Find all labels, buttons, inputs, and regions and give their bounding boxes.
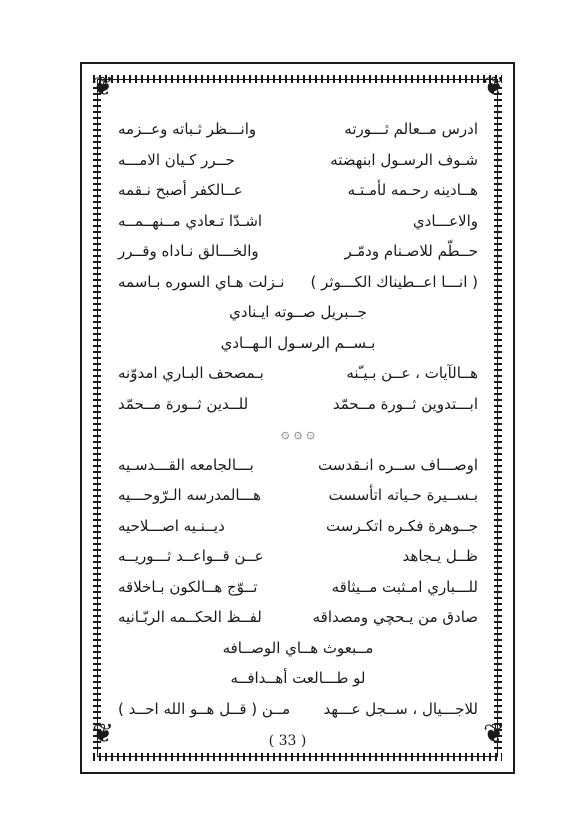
verse-first-half: ظــل يـجاهد [402,547,478,565]
section-divider-stars: ۞ ۞ ۞ [281,426,315,442]
verse-second-half: اشـدّا تـعادي مــنهــمــه [118,211,263,230]
verse-line [118,389,478,420]
verse-second-half: للــدين ثــورة مــحمّد [118,394,249,413]
refrain-line: لو طـــالعت أهــدافــه [230,669,366,687]
refrain-line: مــبعوث هــاي الوصــافه [222,638,374,657]
corner-ornament-icon: ❦ [92,719,114,749]
corner-ornament-icon: ❦ [483,719,505,749]
verse-line [118,267,478,298]
verse-line [118,541,478,572]
verse-line [118,236,478,267]
poem-body [118,114,478,724]
corner-ornament-icon: ❦ [483,72,505,102]
verse-first-half: ( انـــا اعــطيناك الكـــوثر ) [310,272,478,291]
verse-first-half: ادرس مــعالم ثـــورته [344,120,478,138]
verse-first-half: اوصـــاف ســره انـقدست [318,455,478,474]
verse-second-half: تــوّج هــالكون بـاخلاقه [118,577,258,596]
verse-second-half: نـزلت هـاي السوره بـاسمه [118,272,285,291]
verse-second-half: هـــالمدرسه الـرّوحـــيه [118,486,262,504]
verse-second-half: بـمصحف البـاري امدوّنه [118,364,264,382]
corner-ornament-icon: ❦ [92,72,114,102]
verse-second-half: مــن ( قــل هــو الله احــد ) [118,699,291,718]
refrain-line: جــبريل صــوته ايـنادي [229,303,367,321]
verse-first-half: والاعـــادي [412,211,478,230]
verse-second-half: وانـــظر ثـباته وعــزمه [118,120,257,138]
verse-line [118,511,478,542]
verse-second-half: والخـــالق نـاداه وقــرر [118,242,259,260]
refrain-line: بـســم الرسـول الـهــادي [220,333,376,352]
verse-line [118,175,478,206]
verse-line [118,358,478,389]
verse-first-half: حــطّم للاصـنام ودمّـر [344,242,478,260]
page-number: ( 33 ) [268,733,307,749]
verse-line [118,450,478,481]
verse-second-half: بـــالجامعه القـــدسـيه [118,455,254,474]
verse-second-half: عــن قــواعــد ثـــوريــه [118,547,264,565]
verse-line [118,602,478,633]
verse-line [118,572,478,603]
verse-first-half: بـســيرة حـياته اتأسست [328,486,478,504]
verse-second-half: حــرر كـيان الامـــه [118,150,235,169]
verse-second-half: ديــنـيه اصـــلاحيه [118,516,225,535]
verse-first-half: للاجـــيال ، ســجل عـــهد [323,699,478,718]
verse-line [118,145,478,176]
verse-first-half: شـوف الرسـول ابنهضته [330,150,478,169]
verse-line [118,694,478,725]
verse-first-half: صادق من يـحچي ومصداقه [312,608,478,626]
verse-first-half: جــوهرة فكـره اتكـرست [326,516,478,535]
verse-first-half: هــادينه رحـمه لأمـتـه [347,181,478,199]
verse-line [118,206,478,237]
verse-first-half: هــالآيات ، عــن بـيـّنه [346,364,478,382]
verse-second-half: لفــظ الحكــمه الربّـانيه [118,608,262,626]
verse-line [118,480,478,511]
verse-first-half: ابـــتدوين ثــورة مــحمّد [332,394,478,413]
verse-second-half: عــالكفر أصبح نـقمه [118,181,243,199]
verse-first-half: للـــباري امـثبت مــيثاقه [331,577,478,596]
verse-line [118,114,478,145]
